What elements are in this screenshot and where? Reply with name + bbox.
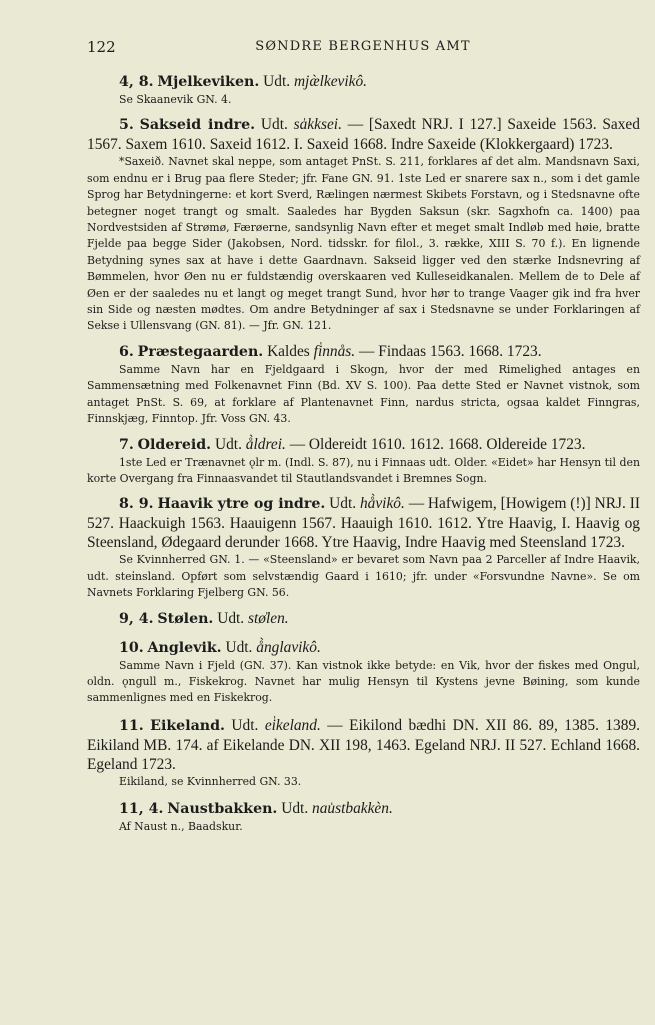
entry-forms: — Eikilond bædhi DN. XII 86. 89, 1385. 1389. Eikiland MB. 174. af Eikelande DN. XII 198, 1463. Egeland NRJ. II 527. Echland 1668. Egeland 1723. bbox=[87, 716, 640, 773]
entry-note: Se Kvinnherred GN. 1. — «Steensland» er bevaret som Navn paa 2 Parceller af Indre Haavik, udt. stei̍nsland. Opført som selvstændig Gaard i 1610; jfr. under «Forsvundne Navne». Se om Navnets Forklaring Fjelberg GN. 56. bbox=[87, 553, 640, 600]
entry-mjelkeviken bbox=[87, 72, 640, 108]
entry-udt: Udt. bbox=[225, 638, 253, 656]
entry-sakseid bbox=[87, 115, 640, 334]
entry-heading bbox=[87, 435, 640, 455]
entry-number: 5. bbox=[119, 117, 134, 134]
entry-name: Anglevik. bbox=[147, 639, 222, 656]
entry-number: 10. bbox=[119, 639, 144, 656]
entry-note: Samme Navn i Fjeld (GN. 37). Kan vistnok ikke betyde: en Vik, hvor der fiskes med Ongul, oldn. ǫngull m., Fiskekrog. Navnet har mulig Hensyn til Kystens jevne Bøining, som kunde sammenlignes med en Fiskekrog. bbox=[87, 658, 640, 705]
entry-pronunciation: fi̍nnås. bbox=[313, 342, 356, 360]
entry-note: Samme Navn har en Fjeldgaard i Skogn, hvor der med Rimelighed antages en Sammensætning med Folkenavnet Finn (Bd. XV S. 100). Paa dette Sted er Navnet vistnok, som antaget PnSt. S. 69, at forklare af Plantenavnet Finn, nardus stricta, ogsaa kaldet Finngras, Finnskjæg, Finntop. Jfr. Voss GN. 43. bbox=[87, 362, 640, 426]
page-number: 122 bbox=[87, 38, 116, 56]
entry-eikeland bbox=[87, 716, 640, 790]
entry-name: Stølen. bbox=[157, 610, 214, 627]
entry-udt: Udt. bbox=[231, 716, 259, 734]
entry-number: 7. bbox=[119, 436, 134, 453]
entry-number: 4, 8. bbox=[119, 74, 154, 90]
entry-pronunciation: hå̀vikô. bbox=[359, 495, 405, 513]
entry-note: Eikiland, se Kvinnherred GN. 33. bbox=[119, 774, 302, 788]
entry-udt: Udt. bbox=[260, 116, 288, 134]
entry-pronunciation: mjæ̀lkevikô. bbox=[293, 73, 368, 90]
entry-pronunciation: sa̍kksei. bbox=[293, 116, 342, 134]
entry-forms: — Oldereidt 1610. 1612. 1668. Oldereide 1723. bbox=[289, 435, 586, 453]
entry-stolen bbox=[87, 609, 640, 629]
entry-name: Oldereid. bbox=[137, 436, 212, 453]
entry-udt: Udt. bbox=[329, 495, 357, 513]
entry-note: Af Naust n., Baadskur. bbox=[119, 820, 243, 834]
page-header bbox=[87, 38, 639, 58]
entry-pronunciation: ei̍keland. bbox=[264, 716, 321, 734]
entry-number: 6. bbox=[119, 343, 134, 360]
entry-name: Præstegaarden. bbox=[137, 343, 264, 360]
entry-pronunciation: å̀ldrei. bbox=[245, 435, 286, 453]
entry-forms: — Findaas 1563. 1668. 1723. bbox=[359, 342, 542, 360]
entry-heading bbox=[87, 494, 640, 552]
entry-anglevik bbox=[87, 638, 640, 707]
entry-forms: — Hafwigem, [Howigem (!)] NRJ. II 527. Haackuigh 1563. Haauigenn 1567. Haauigh 1610. 1612. Ytre Haavig, I. Haavig og Steensland, Ødegaard derunder 1668. Ytre Haavig, Indre Haavig med Steensland 1723. bbox=[87, 495, 640, 552]
entry-number: 8. 9. bbox=[119, 496, 154, 513]
entry-number: 9, 4. bbox=[119, 610, 154, 627]
entry-heading bbox=[87, 638, 640, 658]
entry-forms: — [Saxedt NRJ. I 127.] Saxeide 1563. Saxed 1567. Saxem 1610. Saxeid 1612. I. Saxeid 1668. Indre Saxeide (Klokkergaard) 1723. bbox=[87, 116, 640, 154]
page-body bbox=[87, 72, 640, 836]
entry-pronunciation: å̀nglavikô. bbox=[256, 638, 321, 656]
entry-udt: Udt. bbox=[281, 800, 309, 818]
entry-heading bbox=[87, 342, 640, 362]
entry-number: 11, 4. bbox=[119, 801, 164, 818]
entry-heading bbox=[87, 716, 640, 774]
entry-heading bbox=[87, 609, 640, 629]
entry-udt: Udt. bbox=[217, 609, 245, 627]
entry-note: 1ste Led er Trænavnet ǫlr m. (Indl. S. 87), nu i Finnaas udt. Older. «Eidet» har Hensyn til den korte Overgang fra Finnaasvandet til Stautlandsvandet i Bremnes Sogn. bbox=[87, 455, 640, 485]
entry-heading bbox=[87, 72, 640, 92]
entry-number: 11. bbox=[119, 717, 144, 734]
running-head: SØNDRE BERGENHUS AMT bbox=[255, 39, 471, 54]
entry-pronunciation: stø̍len. bbox=[248, 609, 289, 627]
entry-name: Haavik ytre og indre. bbox=[157, 496, 326, 513]
entry-udt: Udt. bbox=[263, 73, 291, 90]
entry-praestegaarden bbox=[87, 342, 640, 428]
entry-heading bbox=[87, 799, 640, 819]
entry-udt: Udt. bbox=[214, 435, 242, 453]
entry-name: Eikeland. bbox=[150, 717, 225, 734]
entry-pronunciation: nau̍stbakkèn. bbox=[312, 800, 393, 818]
entry-note: Se Skaanevik GN. 4. bbox=[119, 93, 232, 106]
entry-name: Mjelkeviken. bbox=[157, 74, 260, 90]
entry-note: *Saxeið. Navnet skal neppe, som antaget PnSt. S. 211, forklares af det alm. Mandsnavn Saxi, som endnu er i Brug paa flere Steder; jfr. Fane GN. 91. 1ste Led er snarere sax n., som i det gamle Sprog har Betydningerne: et kort Sverd, Rælingen nærmest Skibets Forstavn, og i Stedsnavne ofte betegner noget trangt og smalt. Saaledes har Bygden Saksun (skr. Sagxhofn ca. 1400) paa Nordvestsiden af Strømø, Færøerne, sandsynlig Navn efter et meget smalt Indløb med høie, bratte Fjelde paa begge Sider (Jakobsen, Nord. tidsskr. for filol., 3. række, XIII S. 70 f.). En lignende Betydning synes sax at have i dette Gaardnavn. Sakseid ligger ved den stærke Indsnevring af Bømmelen, hvor Øen nu er fuldstændig overskaaren ved Kulleseidkanalen. Mellem de to Dele af Øen er der saaledes nu et langt og meget trangt Sund, hvor hør to trange Vaager gik ind fra hver sin Side og næsten mødtes. Om andre Betydninger af sax i Stedsnavne se under Forklaringen af Sekse i Ullensvang (GN. 81). — Jfr. GN. 121. bbox=[87, 155, 640, 333]
entry-heading bbox=[87, 115, 640, 154]
entry-naustbakken bbox=[87, 799, 640, 835]
entry-haavik bbox=[87, 494, 640, 601]
entry-oldereid bbox=[87, 435, 640, 488]
entry-name: Naustbakken. bbox=[167, 801, 278, 818]
entry-name: Sakseid indre. bbox=[139, 117, 256, 134]
entry-udt: Kaldes bbox=[267, 342, 310, 360]
